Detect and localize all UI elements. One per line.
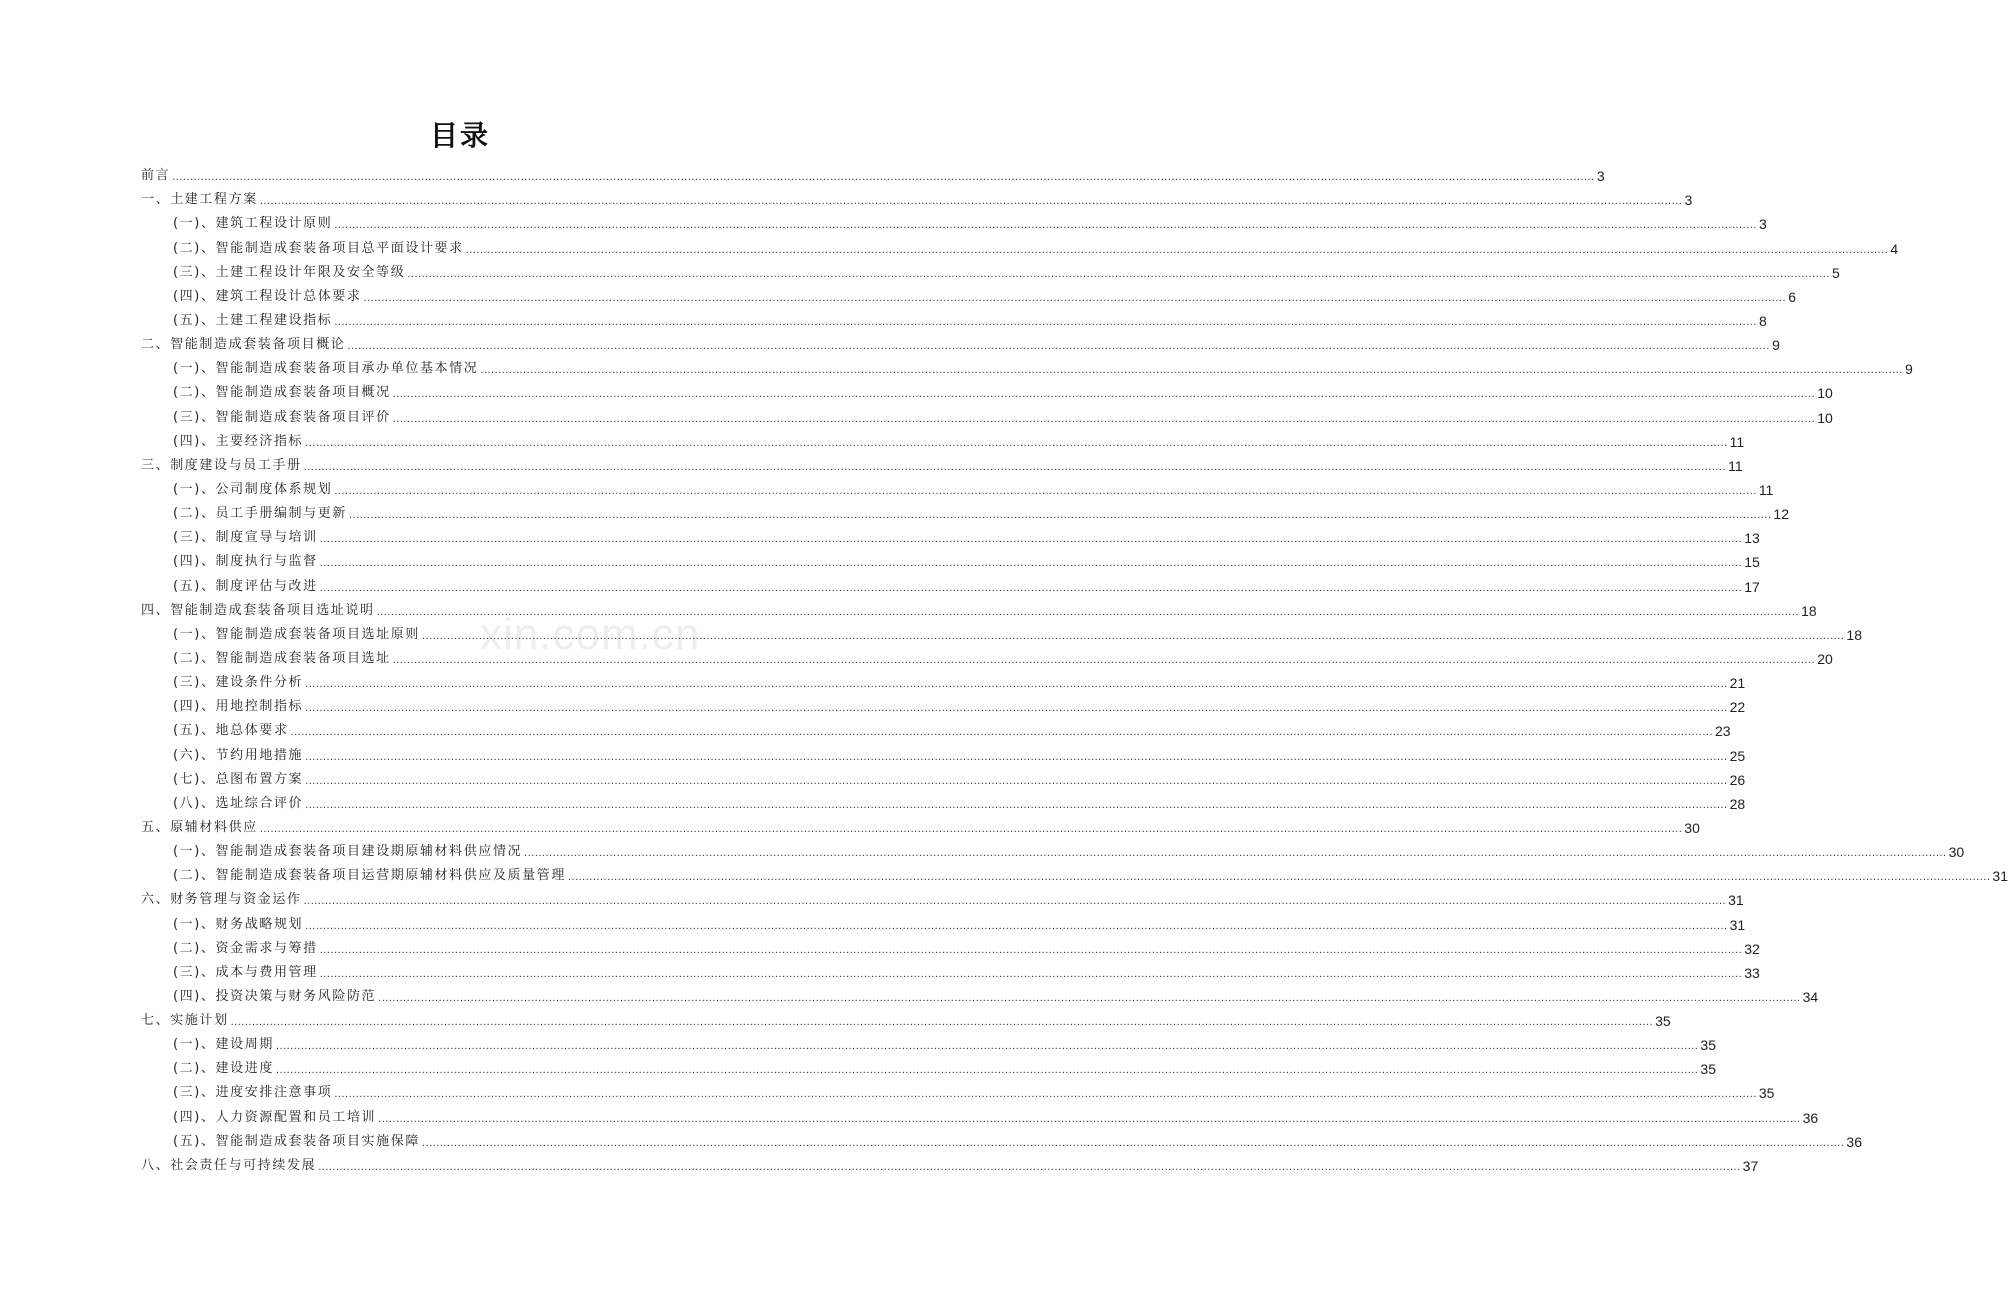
toc-leader-dots: ................................................................................................................................................................................................................................................................................................................................................................................................................ — [305, 919, 1728, 932]
toc-page-number: 3 — [1759, 216, 1767, 233]
toc-entry-text: (二)、智能制造成套装备项目总平面设计要求 — [173, 240, 464, 256]
toc-entry-text: (八)、选址综合评价 — [173, 795, 304, 811]
toc-page-number: 8 — [1759, 312, 1767, 329]
toc-leader-dots: ................................................................................................................................................................................................................................................................................................................................................................................................................ — [348, 509, 1772, 522]
toc-leader-dots: ................................................................................................................................................................................................................................................................................................................................................................................................................ — [334, 1088, 1757, 1101]
toc-leader-dots: ................................................................................................................................................................................................................................................................................................................................................................................................................ — [363, 291, 1787, 304]
toc-leader-dots: ................................................................................................................................................................................................................................................................................................................................................................................................................ — [378, 991, 1801, 1004]
toc-entry-text: (二)、员工手册编制与更新 — [173, 506, 347, 522]
toc-entry[interactable] — [141, 596, 1817, 620]
toc-page-number: 5 — [1832, 264, 1840, 281]
toc-page-number: 18 — [1801, 602, 1817, 619]
toc-entry-text: 前言 — [141, 168, 171, 184]
toc-page-number: 30 — [1948, 844, 1965, 861]
toc-page-number: 22 — [1729, 699, 1746, 716]
toc-page-number: 32 — [1744, 940, 1760, 957]
toc-page-number: 34 — [1802, 988, 1819, 1005]
toc-entry-text: 八、社会责任与可持续发展 — [141, 1157, 317, 1173]
toc-subentry[interactable] — [141, 1054, 1716, 1078]
toc-page-number: 10 — [1817, 409, 1833, 426]
toc-leader-dots: ................................................................................................................................................................................................................................................................................................................................................................................................................ — [305, 750, 1728, 763]
toc-entry-text: (一)、智能制造成套装备项目选址原则 — [173, 626, 420, 642]
toc-entry-text: 一、土建工程方案 — [141, 192, 258, 208]
toc-entry-text: (四)、投资决策与财务风险防范 — [173, 988, 377, 1004]
table-of-contents — [141, 161, 2008, 1175]
toc-leader-dots: ................................................................................................................................................................................................................................................................................................................................................................................................................ — [275, 1064, 1699, 1077]
toc-page-number: 31 — [1992, 868, 2008, 885]
toc-entry-text: (一)、智能制造成套装备项目承办单位基本情况 — [173, 361, 479, 377]
toc-leader-dots: ................................................................................................................................................................................................................................................................................................................................................................................................................ — [259, 195, 1683, 208]
toc-entry-text: (五)、制度评估与改进 — [173, 578, 318, 594]
toc-subentry[interactable] — [141, 523, 1760, 547]
toc-page-number: 20 — [1817, 650, 1833, 667]
toc-page-number: 31 — [1729, 916, 1746, 933]
toc-subentry[interactable] — [141, 475, 1774, 499]
toc-leader-dots: ................................................................................................................................................................................................................................................................................................................................................................................................................ — [465, 243, 1889, 256]
toc-entry-text: (三)、进度安排注意事项 — [173, 1085, 333, 1101]
toc-leader-dots: ................................................................................................................................................................................................................................................................................................................................................................................................................ — [275, 1040, 1699, 1053]
toc-entry-text: (三)、制度宣导与培训 — [173, 530, 318, 546]
page-title: 目录 — [429, 119, 490, 152]
toc-entry-text: (二)、智能制造成套装备项目运营期原辅材料供应及质量管理 — [173, 868, 566, 884]
toc-entry-text: (四)、建筑工程设计总体要求 — [173, 288, 362, 304]
toc-entry-text: 三、制度建设与员工手册 — [141, 457, 302, 473]
toc-page-number: 25 — [1729, 747, 1746, 764]
toc-leader-dots: ................................................................................................................................................................................................................................................................................................................................................................................................................ — [319, 581, 1743, 594]
toc-page-number: 33 — [1744, 964, 1760, 981]
toc-leader-dots: ................................................................................................................................................................................................................................................................................................................................................................................................................ — [303, 895, 1727, 908]
toc-leader-dots: ................................................................................................................................................................................................................................................................................................................................................................................................................ — [319, 943, 1743, 956]
toc-entry-text: (二)、智能制造成套装备项目选址 — [173, 650, 391, 666]
toc-entry-text: (一)、建筑工程设计原则 — [173, 216, 333, 232]
toc-page-number: 9 — [1905, 361, 1913, 378]
toc-entry-text: (五)、地总体要求 — [173, 723, 289, 739]
toc-entry-text: (三)、成本与费用管理 — [173, 964, 318, 980]
toc-entry-text: (四)、人力资源配置和员工培训 — [173, 1109, 377, 1125]
toc-entry-text: (二)、资金需求与筹措 — [173, 940, 318, 956]
toc-entry-text: (一)、智能制造成套装备项目建设期原辅材料供应情况 — [173, 844, 523, 860]
toc-page-number: 9 — [1772, 337, 1780, 354]
toc-subentry[interactable] — [141, 1127, 1862, 1151]
toc-entry-text: (六)、节约用地措施 — [173, 747, 304, 763]
toc-leader-dots: ................................................................................................................................................................................................................................................................................................................................................................................................................ — [376, 605, 1800, 618]
toc-page-number: 35 — [1700, 1037, 1716, 1054]
toc-leader-dots: ................................................................................................................................................................................................................................................................................................................................................................................................................ — [230, 1016, 1654, 1029]
toc-entry-text: 六、财务管理与资金运作 — [141, 892, 302, 908]
toc-leader-dots: ................................................................................................................................................................................................................................................................................................................................................................................................................ — [524, 847, 1947, 860]
toc-leader-dots: ................................................................................................................................................................................................................................................................................................................................................................................................................ — [347, 340, 1770, 353]
toc-subentry[interactable] — [141, 402, 1833, 426]
toc-entry-text: 四、智能制造成套装备项目选址说明 — [141, 602, 375, 618]
toc-leader-dots: ................................................................................................................................................................................................................................................................................................................................................................................................................ — [407, 267, 1830, 280]
toc-subentry[interactable] — [141, 282, 1797, 306]
toc-entry[interactable] — [141, 330, 1780, 354]
toc-entry-text: (四)、主要经济指标 — [173, 433, 304, 449]
toc-page-number: 17 — [1744, 578, 1760, 595]
toc-page-number: 26 — [1729, 771, 1746, 788]
toc-subentry[interactable] — [141, 571, 1760, 595]
toc-page-number: 28 — [1729, 795, 1746, 812]
toc-subentry[interactable] — [141, 934, 1760, 958]
toc-leader-dots: ................................................................................................................................................................................................................................................................................................................................................................................................................ — [319, 967, 1743, 980]
toc-subentry[interactable] — [141, 740, 1746, 764]
toc-page-number: 11 — [1728, 457, 1743, 474]
toc-subentry[interactable] — [141, 1102, 1819, 1126]
toc-page-number: 36 — [1802, 1109, 1819, 1126]
toc-entry-text: 五、原辅材料供应 — [141, 819, 258, 835]
toc-page-number: 4 — [1890, 240, 1899, 257]
toc-subentry[interactable] — [141, 233, 1899, 257]
toc-page-number: 6 — [1788, 288, 1797, 305]
toc-leader-dots: ................................................................................................................................................................................................................................................................................................................................................................................................................ — [172, 171, 1595, 184]
toc-leader-dots: ................................................................................................................................................................................................................................................................................................................................................................................................................ — [305, 436, 1728, 449]
toc-entry[interactable] — [141, 885, 1744, 909]
toc-leader-dots: ................................................................................................................................................................................................................................................................................................................................................................................................................ — [319, 533, 1743, 546]
toc-leader-dots: ................................................................................................................................................................................................................................................................................................................................................................................................................ — [378, 1112, 1801, 1125]
toc-page-number: 31 — [1728, 892, 1744, 909]
toc-leader-dots: ................................................................................................................................................................................................................................................................................................................................................................................................................ — [334, 219, 1757, 232]
toc-subentry[interactable] — [141, 668, 1746, 692]
toc-subentry[interactable] — [141, 789, 1746, 813]
toc-subentry[interactable] — [141, 909, 1746, 933]
toc-page-number: 37 — [1742, 1157, 1759, 1174]
toc-page-number: 36 — [1846, 1133, 1862, 1150]
toc-entry-text: 二、智能制造成套装备项目概论 — [141, 337, 346, 353]
toc-entry[interactable] — [141, 451, 1743, 475]
toc-leader-dots: ................................................................................................................................................................................................................................................................................................................................................................................................................ — [305, 678, 1728, 691]
toc-entry-text: (五)、土建工程建设指标 — [173, 312, 333, 328]
toc-entry[interactable] — [141, 185, 1693, 209]
toc-page-number: 35 — [1655, 1013, 1671, 1030]
toc-entry-text: (四)、用地控制指标 — [173, 699, 304, 715]
toc-leader-dots: ................................................................................................................................................................................................................................................................................................................................................................................................................ — [334, 484, 1757, 497]
toc-subentry[interactable] — [141, 861, 2008, 885]
toc-subentry[interactable] — [141, 765, 1746, 789]
toc-entry[interactable] — [141, 1151, 1759, 1175]
toc-entry[interactable] — [141, 1006, 1671, 1030]
toc-page-number: 35 — [1700, 1061, 1716, 1078]
toc-page-number: 12 — [1773, 506, 1789, 523]
toc-leader-dots: ................................................................................................................................................................................................................................................................................................................................................................................................................ — [319, 557, 1743, 570]
toc-subentry[interactable] — [141, 958, 1760, 982]
toc-entry-text: (三)、建设条件分析 — [173, 675, 304, 691]
watermark: xin.com.cn — [480, 610, 701, 659]
toc-subentry[interactable] — [141, 209, 1767, 233]
toc-page-number: 15 — [1744, 554, 1760, 571]
toc-leader-dots: ................................................................................................................................................................................................................................................................................................................................................................................................................ — [567, 871, 1991, 884]
toc-subentry[interactable] — [141, 547, 1760, 571]
toc-subentry[interactable] — [141, 378, 1833, 402]
toc-page-number: 11 — [1729, 433, 1745, 450]
toc-subentry[interactable] — [141, 1078, 1775, 1102]
toc-entry-text: 七、实施计划 — [141, 1013, 229, 1029]
toc-leader-dots: ................................................................................................................................................................................................................................................................................................................................................................................................................ — [480, 364, 1903, 377]
toc-subentry[interactable] — [141, 692, 1746, 716]
toc-subentry[interactable] — [141, 644, 1833, 668]
toc-subentry[interactable] — [141, 427, 1745, 451]
toc-entry[interactable] — [141, 813, 1700, 837]
toc-entry-text: (一)、财务战略规划 — [173, 916, 304, 932]
toc-entry-text: (七)、总图布置方案 — [173, 771, 304, 787]
toc-entry-text: (二)、智能制造成套装备项目概况 — [173, 385, 391, 401]
toc-leader-dots: ................................................................................................................................................................................................................................................................................................................................................................................................................ — [305, 774, 1728, 787]
toc-subentry[interactable] — [141, 716, 1731, 740]
toc-leader-dots: ................................................................................................................................................................................................................................................................................................................................................................................................................ — [421, 629, 1845, 642]
toc-subentry[interactable] — [141, 258, 1840, 282]
toc-subentry[interactable] — [141, 837, 1965, 861]
toc-entry-text: (三)、智能制造成套装备项目评价 — [173, 409, 391, 425]
toc-entry-text: (五)、智能制造成套装备项目实施保障 — [173, 1133, 420, 1149]
toc-entry-text: (一)、建设周期 — [173, 1037, 274, 1053]
toc-leader-dots: ................................................................................................................................................................................................................................................................................................................................................................................................................ — [421, 1136, 1845, 1149]
toc-leader-dots: ................................................................................................................................................................................................................................................................................................................................................................................................................ — [305, 702, 1728, 715]
toc-subentry[interactable] — [141, 1030, 1716, 1054]
toc-subentry[interactable] — [141, 499, 1789, 523]
toc-entry-text: (四)、制度执行与监督 — [173, 554, 318, 570]
toc-entry[interactable] — [141, 161, 1605, 185]
toc-subentry[interactable] — [141, 620, 1862, 644]
toc-page-number: 10 — [1817, 385, 1833, 402]
toc-page-number: 30 — [1684, 819, 1700, 836]
toc-entry-text: (三)、土建工程设计年限及安全等级 — [173, 264, 406, 280]
toc-page-number: 23 — [1715, 723, 1731, 740]
toc-leader-dots: ................................................................................................................................................................................................................................................................................................................................................................................................................ — [303, 460, 1727, 473]
toc-entry-text: (二)、建设进度 — [173, 1061, 274, 1077]
toc-leader-dots: ................................................................................................................................................................................................................................................................................................................................................................................................................ — [392, 412, 1816, 425]
toc-page-number: 3 — [1596, 168, 1605, 185]
toc-page-number: 13 — [1744, 530, 1760, 547]
toc-page-number: 18 — [1846, 626, 1862, 643]
toc-leader-dots: ................................................................................................................................................................................................................................................................................................................................................................................................................ — [392, 388, 1816, 401]
toc-leader-dots: ................................................................................................................................................................................................................................................................................................................................................................................................................ — [259, 822, 1683, 835]
toc-subentry[interactable] — [141, 982, 1819, 1006]
toc-leader-dots: ................................................................................................................................................................................................................................................................................................................................................................................................................ — [334, 315, 1757, 328]
toc-leader-dots: ................................................................................................................................................................................................................................................................................................................................................................................................................ — [318, 1160, 1741, 1173]
toc-leader-dots: ................................................................................................................................................................................................................................................................................................................................................................................................................ — [392, 653, 1816, 666]
toc-subentry[interactable] — [141, 306, 1767, 330]
toc-entry-text: (一)、公司制度体系规划 — [173, 481, 333, 497]
toc-page-number: 11 — [1758, 481, 1774, 498]
toc-page-number: 35 — [1758, 1085, 1775, 1102]
toc-leader-dots: ................................................................................................................................................................................................................................................................................................................................................................................................................ — [305, 798, 1728, 811]
toc-leader-dots: ................................................................................................................................................................................................................................................................................................................................................................................................................ — [290, 726, 1714, 739]
toc-subentry[interactable] — [141, 354, 1913, 378]
toc-page-number: 3 — [1684, 192, 1693, 209]
toc-page-number: 21 — [1729, 675, 1746, 692]
